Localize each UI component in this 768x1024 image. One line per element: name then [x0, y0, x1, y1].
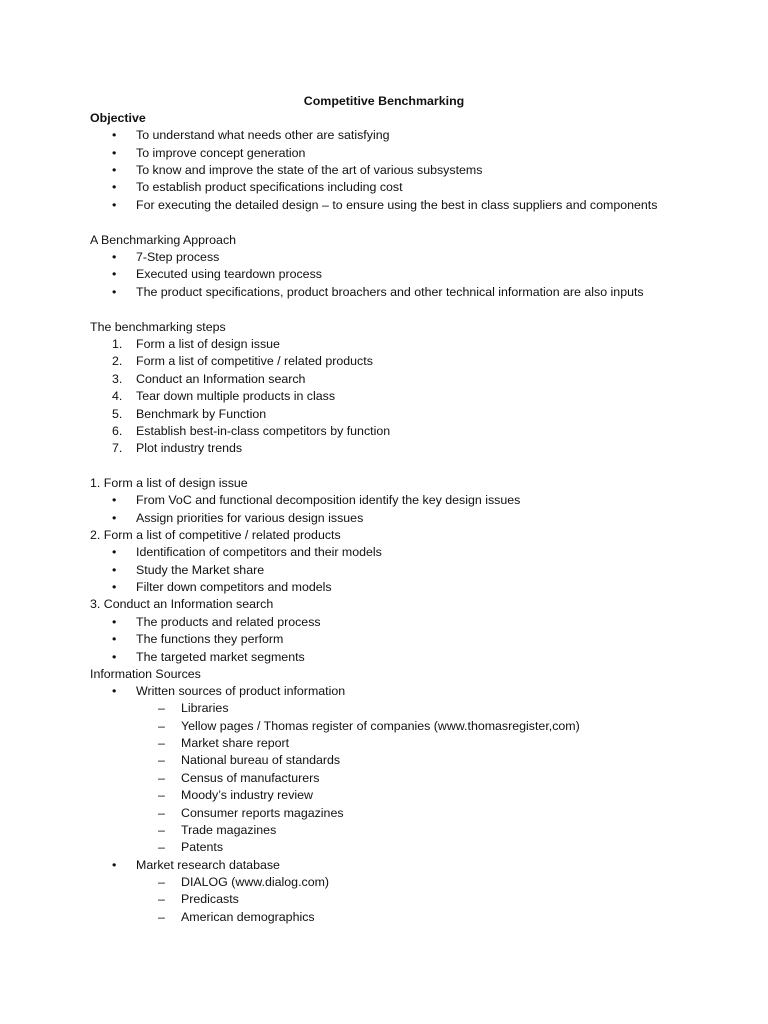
- list-item: For executing the detailed design – to ensure using the best in class suppliers and components: [136, 198, 658, 212]
- list-item: Census of manufacturers: [181, 771, 320, 785]
- steps-heading: The benchmarking steps: [90, 320, 226, 334]
- list-item: Form a list of design issue: [136, 337, 280, 351]
- dash-icon: –: [158, 753, 165, 767]
- list-item: Predicasts: [181, 892, 239, 906]
- bullet-icon: •: [112, 580, 117, 594]
- list-item: The targeted market segments: [136, 650, 305, 664]
- step3-heading: 3. Conduct an Information search: [90, 597, 274, 611]
- bullet-icon: •: [112, 250, 117, 264]
- list-item: Libraries: [181, 701, 229, 715]
- list-item: To understand what needs other are satisfying: [136, 128, 390, 142]
- bullet-icon: •: [112, 128, 117, 142]
- dash-icon: –: [158, 788, 165, 802]
- bullet-icon: •: [112, 615, 117, 629]
- list-item: National bureau of standards: [181, 753, 341, 767]
- list-item: Establish best-in-class competitors by function: [136, 424, 391, 438]
- dash-icon: –: [158, 840, 165, 854]
- database-label: Market research database: [136, 858, 280, 872]
- list-item: The product specifications, product broachers and other technical information are also inputs: [136, 285, 644, 299]
- list-item: Assign priorities for various design issues: [136, 511, 364, 525]
- list-item: Market share report: [181, 736, 290, 750]
- sources-heading: Information Sources: [90, 667, 201, 681]
- list-number: 1.: [112, 337, 123, 351]
- dash-icon: –: [158, 719, 165, 733]
- list-item: Study the Market share: [136, 563, 265, 577]
- list-item: DIALOG (www.dialog.com): [181, 875, 330, 889]
- list-item: The functions they perform: [136, 632, 284, 646]
- written-sources-label: Written sources of product information: [136, 684, 346, 698]
- objective-heading: Objective: [90, 111, 146, 125]
- step1-heading: 1. Form a list of design issue: [90, 476, 248, 490]
- list-number: 6.: [112, 424, 123, 438]
- list-number: 7.: [112, 441, 123, 455]
- list-number: 2.: [112, 354, 123, 368]
- list-number: 3.: [112, 372, 123, 386]
- bullet-icon: •: [112, 493, 117, 507]
- dash-icon: –: [158, 806, 165, 820]
- dash-icon: –: [158, 701, 165, 715]
- dash-icon: –: [158, 771, 165, 785]
- list-number: 4.: [112, 389, 123, 403]
- dash-icon: –: [158, 823, 165, 837]
- list-item: 7-Step process: [136, 250, 220, 264]
- bullet-icon: •: [112, 180, 117, 194]
- list-item: Trade magazines: [181, 823, 277, 837]
- bullet-icon: •: [112, 563, 117, 577]
- bullet-icon: •: [112, 267, 117, 281]
- list-item: Filter down competitors and models: [136, 580, 332, 594]
- list-item: Benchmark by Function: [136, 407, 267, 421]
- list-item: Identification of competitors and their models: [136, 545, 382, 559]
- list-item: Plot industry trends: [136, 441, 243, 455]
- list-item: To know and improve the state of the art of various subsystems: [136, 163, 483, 177]
- list-number: 5.: [112, 407, 123, 421]
- bullet-icon: •: [112, 511, 117, 525]
- list-item: Moody’s industry review: [181, 788, 313, 802]
- list-item: Tear down multiple products in class: [136, 389, 336, 403]
- list-item: Executed using teardown process: [136, 267, 322, 281]
- dash-icon: –: [158, 875, 165, 889]
- list-item: The products and related process: [136, 615, 321, 629]
- bullet-icon: •: [112, 163, 117, 177]
- step2-heading: 2. Form a list of competitive / related products: [90, 528, 341, 542]
- list-item: To establish product specifications including cost: [136, 180, 403, 194]
- list-item: Form a list of competitive / related products: [136, 354, 373, 368]
- bullet-icon: •: [112, 545, 117, 559]
- dash-icon: –: [158, 892, 165, 906]
- page-title: Competitive Benchmarking: [303, 94, 465, 108]
- bullet-icon: •: [112, 198, 117, 212]
- list-item: Conduct an Information search: [136, 372, 306, 386]
- bullet-icon: •: [112, 285, 117, 299]
- dash-icon: –: [158, 910, 165, 924]
- list-item: American demographics: [181, 910, 315, 924]
- list-item: To improve concept generation: [136, 146, 306, 160]
- list-item: Consumer reports magazines: [181, 806, 344, 820]
- bullet-icon: •: [112, 146, 117, 160]
- list-item: Yellow pages / Thomas register of companies (www.thomasregister,com): [181, 719, 580, 733]
- bullet-icon: •: [112, 650, 117, 664]
- bullet-icon: •: [112, 684, 117, 698]
- list-item: From VoC and functional decomposition identify the key design issues: [136, 493, 521, 507]
- approach-heading: A Benchmarking Approach: [90, 233, 237, 247]
- dash-icon: –: [158, 736, 165, 750]
- list-item: Patents: [181, 840, 224, 854]
- bullet-icon: •: [112, 632, 117, 646]
- bullet-icon: •: [112, 858, 117, 872]
